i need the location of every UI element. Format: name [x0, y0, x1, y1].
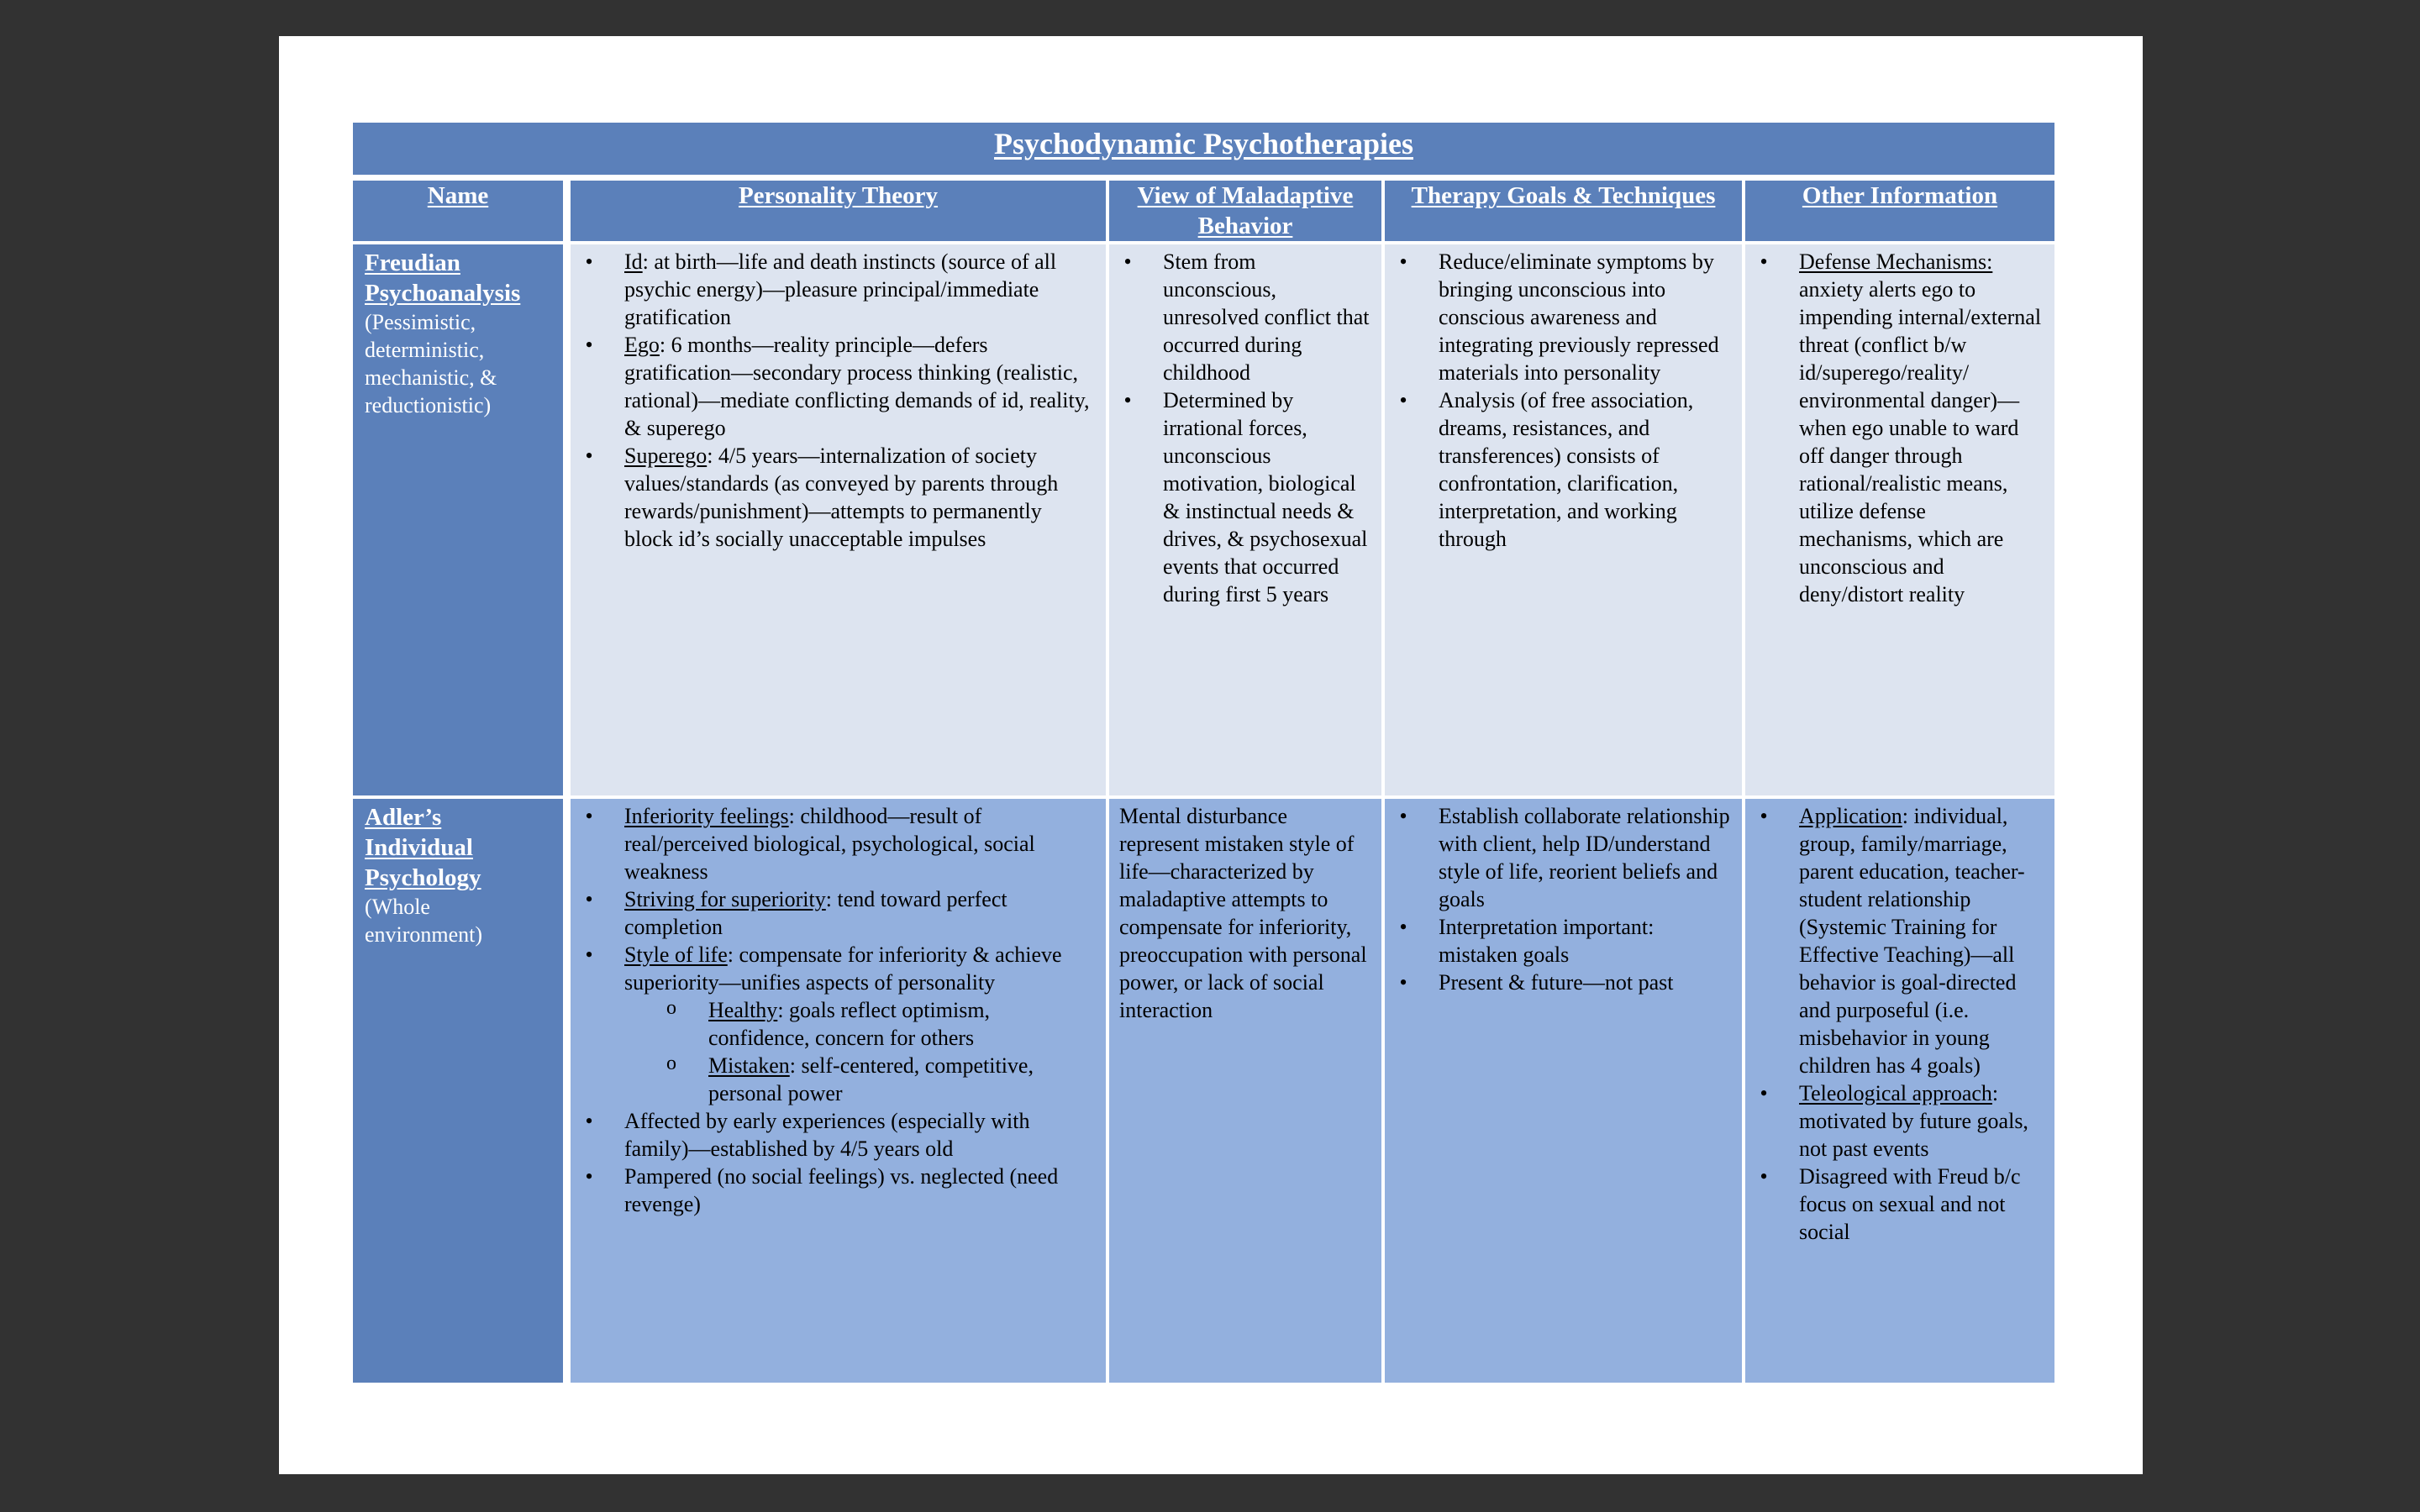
maladaptive-cell-freudian	[1109, 244, 1381, 795]
list-item	[581, 248, 1096, 331]
definition: : at birth—life and death instincts (source of all psychic energy)—pleasure principal/immediate gratification	[624, 249, 1057, 329]
term: Healthy	[708, 998, 778, 1022]
name-cell-adler	[353, 799, 563, 1383]
list-item: • Analysis (of free association, dreams, resistances, and transferences) consists of confrontation, clarification, interpretation, and working through	[1395, 386, 1732, 553]
sub-list-item	[666, 1052, 1096, 1107]
document-page	[279, 36, 2143, 1474]
list-item: • Pampered (no social feelings) vs. neglected (need revenge)	[581, 1163, 1096, 1218]
list-item: • Present & future—not past	[1395, 969, 1732, 996]
list-item	[1755, 1079, 2044, 1163]
term: Ego	[624, 333, 660, 357]
therapy-subtitle: (Whole environment)	[365, 895, 483, 947]
header-therapy-goals: Therapy Goals & Techniques	[1385, 181, 1742, 241]
name-cell-freudian	[353, 244, 563, 795]
therapy-name: Freudian Psychoanalysis	[365, 249, 521, 307]
maladaptive-text: Mental disturbance represent mistaken style of life—characterized by maladaptive attempts to compensate for inferiority, preoccupation with personal power, or lack of social interaction	[1119, 804, 1367, 1022]
list-item	[1755, 248, 2044, 608]
list-item: • Establish collaborate relationship with client, help ID/understand style of life, reorient beliefs and goals	[1395, 802, 1732, 913]
header-personality-theory: Personality Theory	[571, 181, 1106, 241]
header-other-information: Other Information	[1745, 181, 2054, 241]
list-item	[581, 802, 1096, 885]
therapies-table	[353, 123, 2054, 1420]
definition: : individual, group, family/marriage, parent education, teacher-student relationship (Systemic Training for Effective Teaching)—all behavior is goal-directed and purposeful (i.e. misbehavior in young children has 4 goals)	[1799, 804, 2025, 1078]
list-item: • Reduce/eliminate symptoms by bringing unconscious into conscious awareness and integrating previously repressed materials into personality	[1395, 248, 1732, 386]
list-item: • Disagreed with Freud b/c focus on sexual and not social	[1755, 1163, 2044, 1246]
goals-cell-freudian	[1385, 244, 1742, 795]
goals-cell-adler	[1385, 799, 1742, 1383]
list-item: • Affected by early experiences (especially with family)—established by 4/5 years old	[581, 1107, 1096, 1163]
therapy-subtitle: (Pessimistic, deterministic, mechanistic, & reductionistic)	[365, 310, 497, 417]
definition: : compensate for inferiority & achieve superiority—unifies aspects of personality	[624, 942, 1062, 995]
definition: : 4/5 years—internalization of society values/standards (as conveyed by parents through rewards/punishment)—attempts to permanently block id’s socially unacceptable impulses	[624, 444, 1059, 551]
list-item	[581, 941, 1096, 1107]
table-title: Psychodynamic Psychotherapies	[353, 123, 2054, 175]
term: Superego	[624, 444, 708, 468]
header-maladaptive-behavior: View of Maladaptive Behavior	[1109, 181, 1381, 241]
definition: : motivated by future goals, not past events	[1799, 1081, 2028, 1161]
list-item: • Stem from unconscious, unresolved conflict that occurred during childhood	[1119, 248, 1371, 386]
term: Mistaken	[708, 1053, 790, 1078]
list-item	[581, 885, 1096, 941]
sub-list-item	[666, 996, 1096, 1052]
list-item: • Determined by irrational forces, unconscious motivation, biological & instinctual needs & drives, & psychosexual events that occurred during first 5 years	[1119, 386, 1371, 608]
term: Striving for superiority	[624, 887, 826, 911]
maladaptive-cell-adler	[1109, 799, 1381, 1383]
definition: : 6 months—reality principle—defers gratification—secondary process thinking (realistic, rational)—mediate conflicting demands of id, reality, & superego	[624, 333, 1090, 440]
definition: : self-centered, competitive, personal power	[708, 1053, 1034, 1105]
definition: anxiety alerts ego to impending internal/external threat (conflict b/w id/superego/reality/ environmental danger)—when ego unable to ward off danger through rational/realistic means, utilize defense mechanisms, which are unconscious and deny/distort reality	[1799, 277, 2042, 606]
list-item: • Interpretation important: mistaken goals	[1395, 913, 1732, 969]
header-name: Name	[353, 181, 563, 241]
personality-cell-freudian	[571, 244, 1106, 795]
list-item	[581, 442, 1096, 553]
definition: : childhood—result of real/perceived biological, psychological, social weakness	[624, 804, 1035, 884]
list-item	[581, 331, 1096, 442]
other-cell-adler	[1745, 799, 2054, 1383]
definition: : tend toward perfect completion	[624, 887, 1007, 939]
term: Defense Mechanisms:	[1799, 249, 1993, 274]
term: Id	[624, 249, 643, 274]
personality-cell-adler	[571, 799, 1106, 1383]
therapy-name: Adler’s Individual Psychology	[365, 804, 481, 891]
other-cell-freudian	[1745, 244, 2054, 795]
term: Application	[1799, 804, 1902, 828]
term: Inferiority feelings	[624, 804, 789, 828]
term: Teleological approach	[1799, 1081, 1992, 1105]
definition: : goals reflect optimism, confidence, concern for others	[708, 998, 991, 1050]
list-item	[1755, 802, 2044, 1079]
term: Style of life	[624, 942, 728, 967]
